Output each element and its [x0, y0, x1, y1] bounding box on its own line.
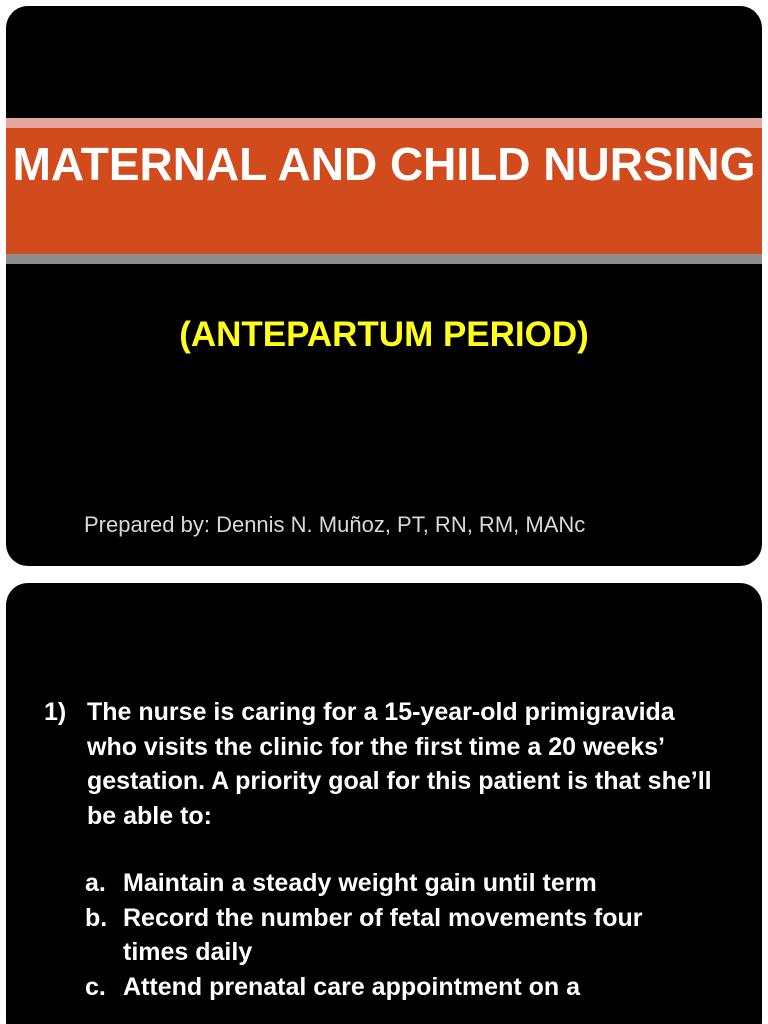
option-text: Maintain a steady weight gain until term: [123, 869, 597, 897]
question-slide: [6, 583, 762, 1024]
option-letter: b.: [85, 903, 108, 932]
author-byline: Prepared by: Dennis N. Muñoz, PT, RN, RM, MANc: [84, 512, 586, 537]
title-slide: [6, 6, 762, 566]
option-letter: a.: [85, 869, 106, 897]
answer-option-a: [85, 866, 705, 901]
question-number: 1): [44, 698, 67, 726]
slide-title: MATERNAL AND CHILD NURSING: [12, 138, 756, 190]
band-bottom-stripe: [6, 254, 762, 264]
option-text: Record the number of fetal movements four times daily: [123, 903, 664, 966]
question-text: The nurse is caring for a 15-year-old primigravida who visits the clinic for the first time a 20 weeks’ gestation. A priority goal for this patient is that she’ll be able to:: [87, 698, 712, 830]
title-band: [6, 118, 762, 264]
answer-option-c: [85, 970, 705, 1005]
answer-option-b: [85, 901, 705, 970]
option-letter: c.: [85, 972, 106, 1001]
slide-subtitle: (ANTEPARTUM PERIOD): [179, 315, 589, 354]
option-text: Attend prenatal care appointment on a: [123, 972, 581, 1001]
band-top-stripe: [6, 118, 762, 128]
answer-options: [85, 866, 705, 1004]
